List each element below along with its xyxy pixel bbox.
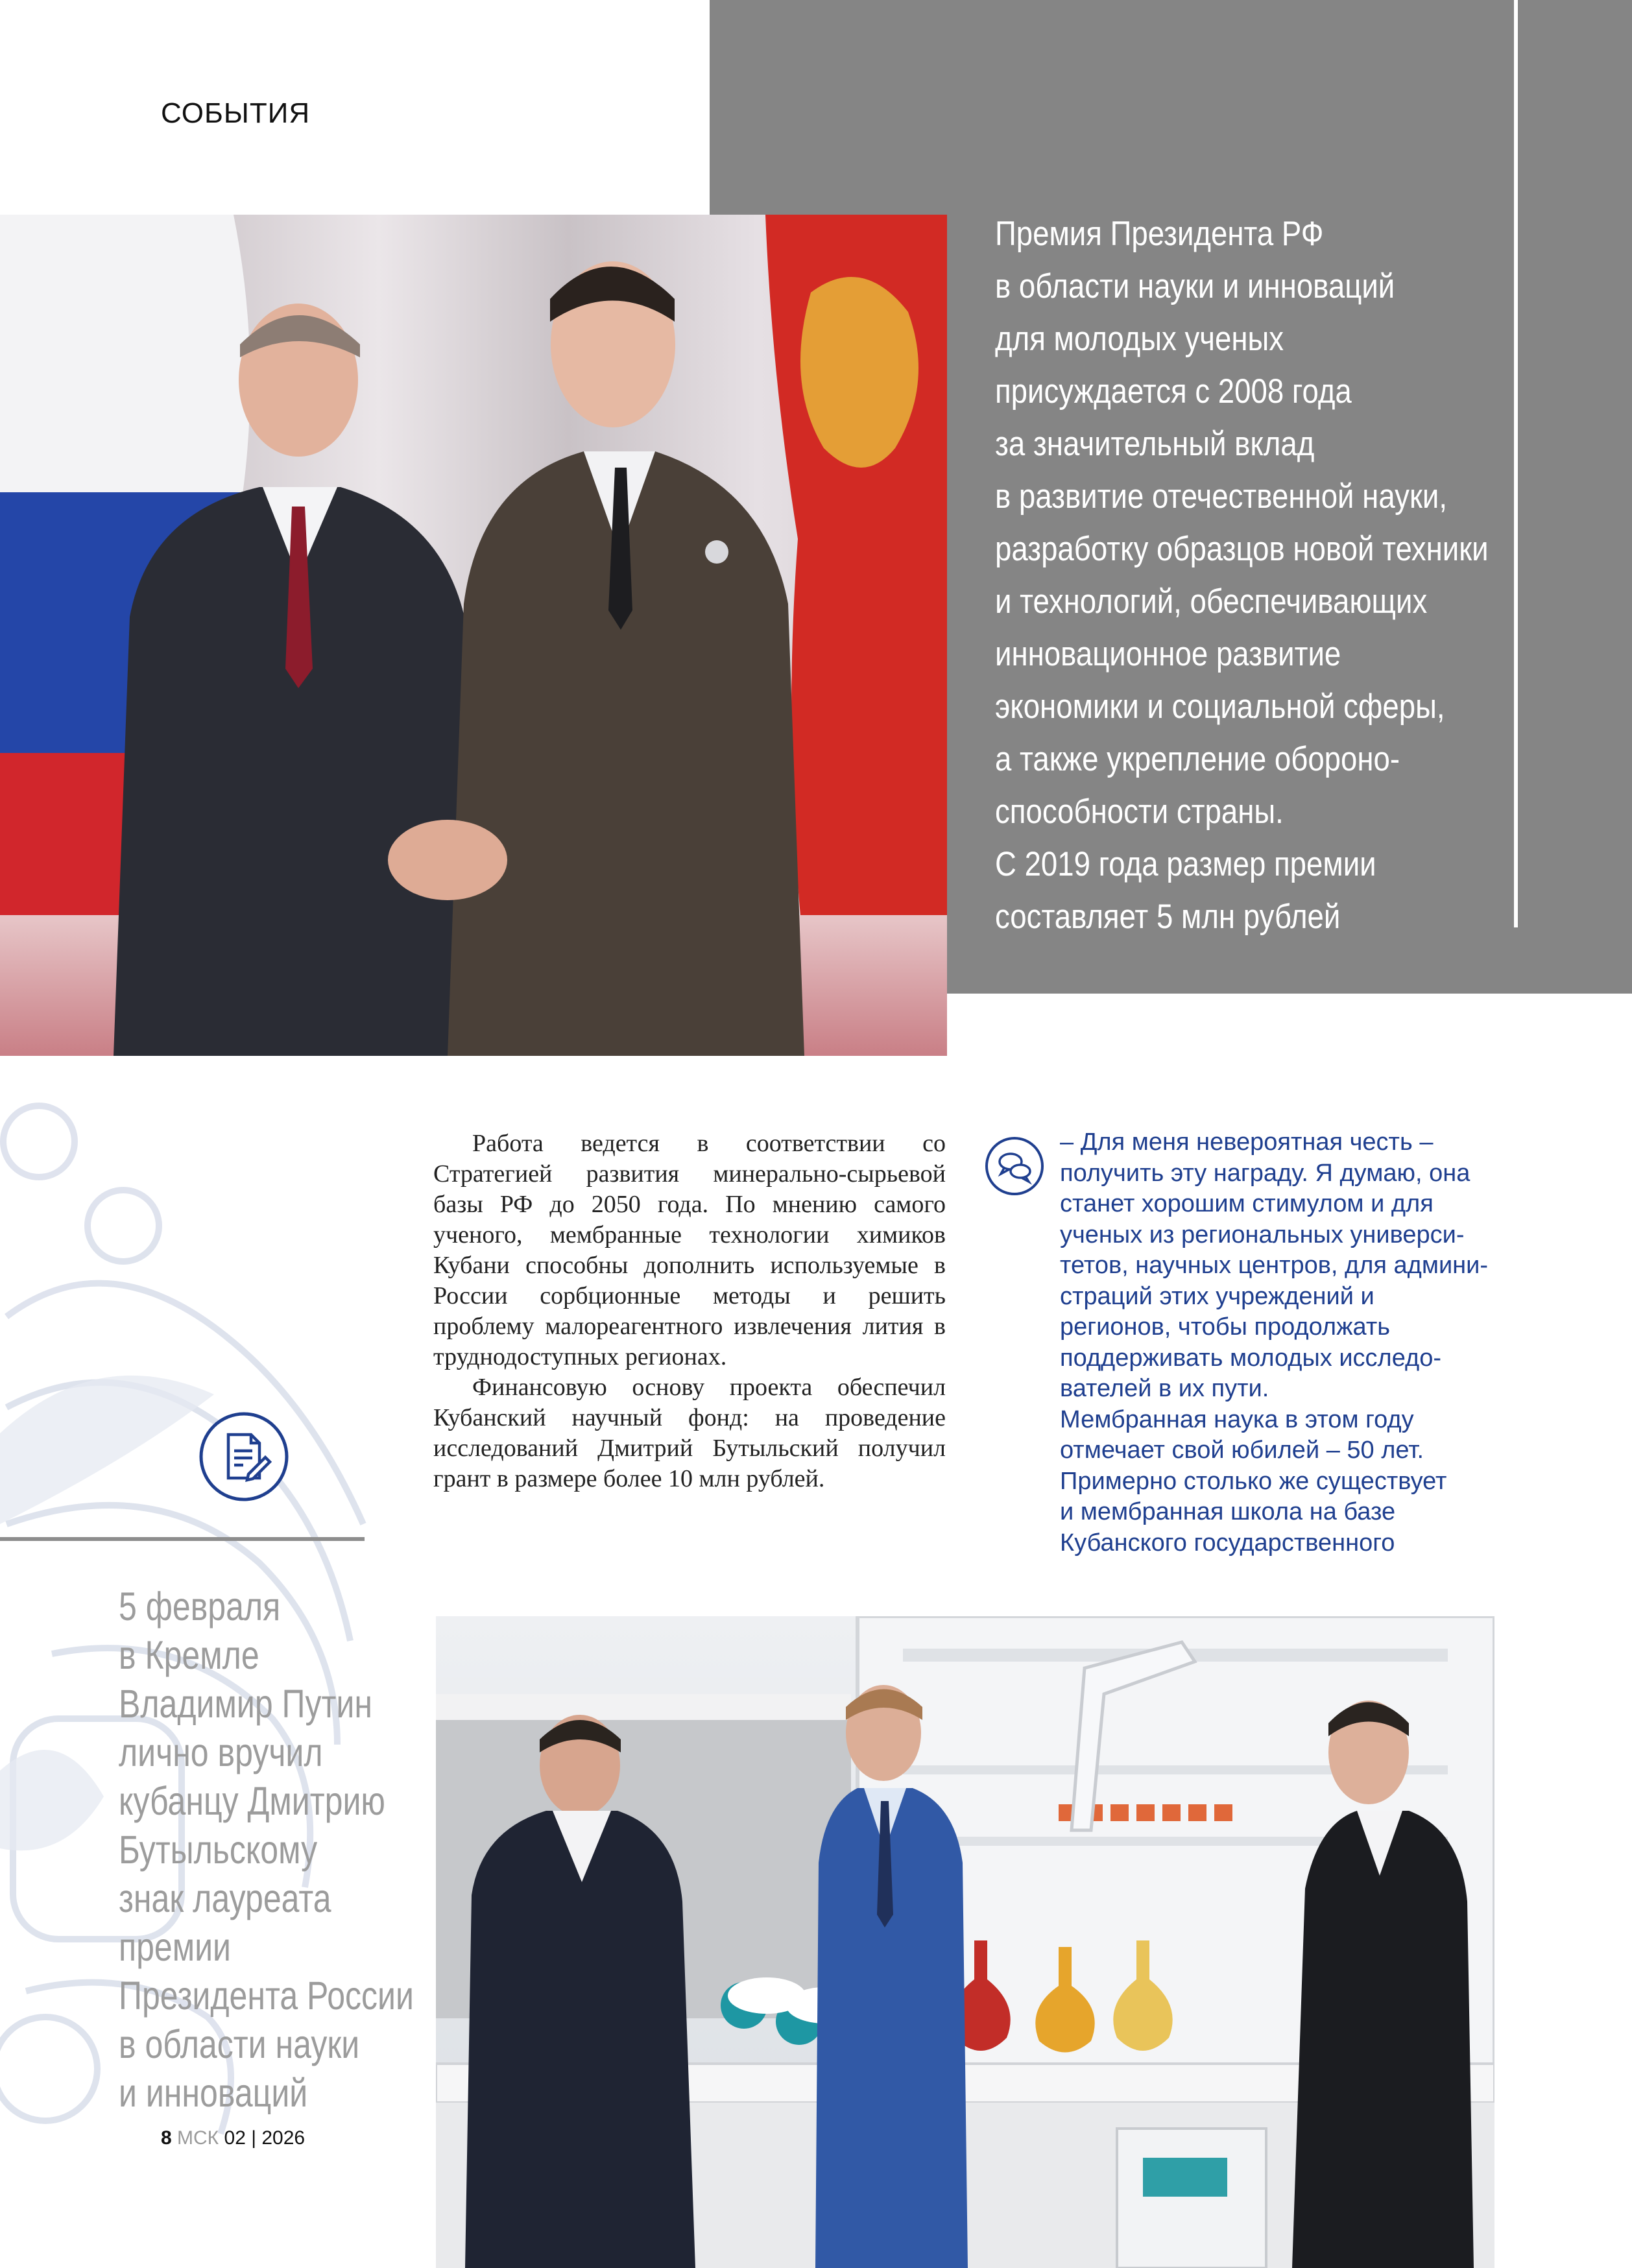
speech-bubble-icon	[985, 1136, 1044, 1196]
quote-line: Мембранная наука в этом году	[1060, 1405, 1414, 1433]
quote-line: отмечает свой юбилей – 50 лет.	[1060, 1437, 1424, 1464]
body-paragraph: Финансовую основу проекта обеспечил Кубанский научный фонд: на проведение исследований Дмитрий Бутыльский получил грант в размере более 10 млн рублей.	[433, 1374, 946, 1492]
info-line: Премия Президента РФ	[995, 215, 1324, 253]
caption-line: Президента России	[119, 1974, 414, 2018]
info-line: присуждается с 2008 года	[995, 372, 1352, 411]
quote-line: Примерно столько же существует	[1060, 1467, 1447, 1495]
quote-line: получить эту награду. Я думаю, она	[1060, 1159, 1470, 1187]
quote-line: Кубанского государственного	[1060, 1529, 1395, 1557]
quote-line: тетов, научных центров, для админи-	[1060, 1252, 1489, 1279]
info-panel-text	[995, 208, 1489, 943]
quote-line: и мембранная школа на базе	[1060, 1498, 1396, 1525]
info-line: и технологий, обеспечивающих	[995, 582, 1428, 621]
info-line: а также укрепление обороно-	[995, 740, 1400, 778]
photo-caption	[119, 1582, 414, 2118]
caption-line: и инноваций	[119, 2071, 308, 2115]
quote-line: страций этих учреждений и	[1060, 1282, 1374, 1310]
document-edit-icon	[198, 1411, 290, 1503]
laboratory-photo	[436, 1616, 1494, 2268]
caption-line: лично вручил	[119, 1730, 323, 1774]
caption-line: кубанцу Дмитрию	[119, 1779, 385, 1823]
info-line: способности страны.	[995, 793, 1284, 831]
info-line: составляет 5 млн рублей	[995, 898, 1341, 936]
caption-line: в области науки	[119, 2022, 360, 2066]
quote-line: регионов, чтобы продолжать	[1060, 1313, 1391, 1341]
caption-line: премии	[119, 1925, 231, 1969]
issue-number: 02	[224, 2127, 246, 2149]
award-ceremony-photo	[0, 215, 947, 1056]
info-line: в развитие отечественной науки,	[995, 477, 1448, 516]
quote-line: вателей в их пути.	[1060, 1375, 1269, 1402]
body-paragraph: Работа ведется в соответствии со Стратегией развития минерально-сырьевой базы РФ до 2050 года. По мнению самого ученого, мембранные технологии химиков Кубани способны дополнить используемые в России сорбционные методы и решить проблему малореагентного извлечения лития в труднодоступных регионах.	[433, 1130, 946, 1370]
caption-line: 5 февраля	[119, 1584, 281, 1629]
magazine-name: МСК	[177, 2127, 219, 2149]
info-line: за значительный вклад	[995, 425, 1315, 463]
panel-divider	[1514, 0, 1518, 927]
article-body	[433, 1128, 946, 1494]
page-footer	[161, 2127, 305, 2149]
caption-line: знак лауреата	[119, 1876, 331, 1920]
info-line: разработку образцов новой техники	[995, 530, 1489, 568]
caption-line: Бутыльскому	[119, 1828, 318, 1872]
quote-block	[1060, 1127, 1501, 1558]
info-line: в области науки и инноваций	[995, 267, 1395, 305]
info-line: С 2019 года размер премии	[995, 845, 1376, 883]
info-line: для молодых ученых	[995, 320, 1284, 358]
footer-separator: |	[251, 2127, 257, 2149]
info-line: инновационное развитие	[995, 635, 1341, 673]
page-number: 8	[161, 2127, 172, 2149]
info-line: экономики и социальной сферы,	[995, 687, 1445, 726]
caption-line: в Кремле	[119, 1633, 259, 1677]
quote-line: станет хорошим стимулом и для	[1060, 1190, 1434, 1217]
quote-line: поддерживать молодых исследо-	[1060, 1344, 1441, 1372]
quote-line: – Для меня невероятная честь –	[1060, 1128, 1434, 1156]
section-label: СОБЫТИЯ	[161, 97, 311, 129]
caption-line: Владимир Путин	[119, 1682, 372, 1726]
caption-divider	[0, 1537, 365, 1541]
issue-year: 2026	[261, 2127, 306, 2149]
quote-line: ученых из региональных универси-	[1060, 1221, 1465, 1248]
